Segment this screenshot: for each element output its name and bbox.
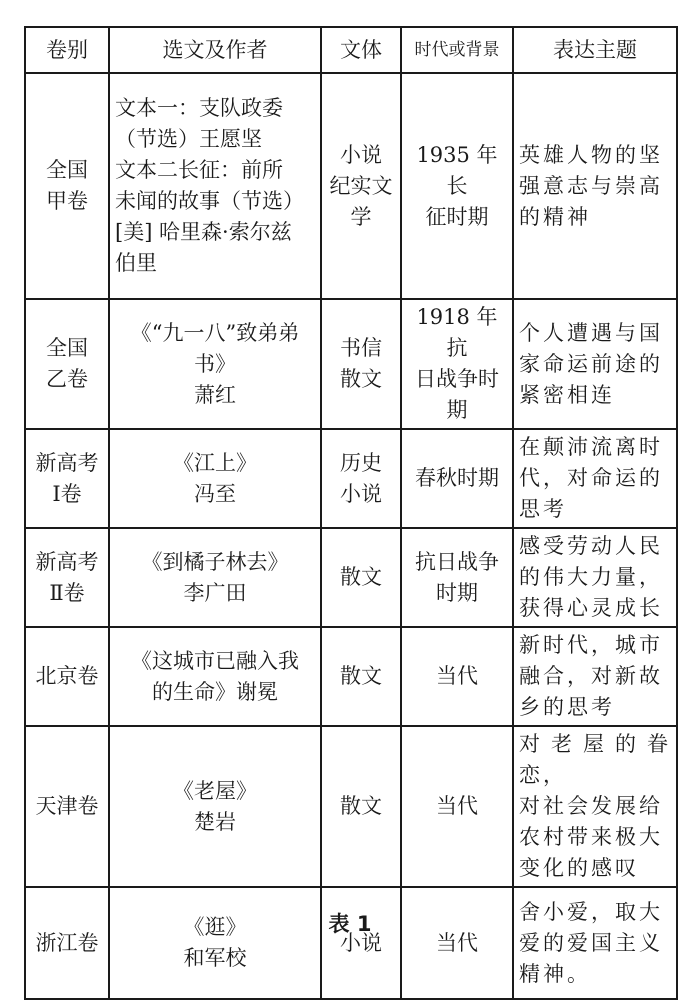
theme-line: 乡的思考 (519, 695, 615, 719)
theme-cell (513, 299, 677, 429)
table-row (25, 429, 677, 528)
era-line: 时期 (436, 580, 478, 605)
theme-line: 获得心灵成长 (519, 596, 663, 620)
paper-line: 北京卷 (35, 664, 99, 688)
work-author-line: 文本二长征：前所 (115, 158, 283, 182)
work-author-line: 《“九一八”致弟弟 (130, 320, 300, 345)
paper-line: 全国 (46, 158, 88, 182)
theme-line: 强意志与崇高 (519, 173, 663, 198)
header-theme: 表达主题 (513, 27, 677, 73)
theme-line: 英雄人物的坚 (519, 142, 663, 167)
table-row (25, 627, 677, 726)
theme-line: 变化的感叹 (519, 856, 639, 880)
era-cell (401, 299, 513, 429)
genre-line: 散文 (340, 367, 382, 391)
work-author-line: 《逛》 (183, 915, 247, 939)
paper-cell (25, 627, 109, 726)
theme-line: 代，对命运的 (519, 466, 663, 490)
work-author-cell (109, 299, 321, 429)
era-line: 当代 (436, 794, 478, 818)
work-author-cell (109, 429, 321, 528)
era-line: 1935 年长 (416, 142, 498, 198)
genre-line: 书信 (340, 336, 382, 360)
paper-line: 乙卷 (46, 367, 88, 391)
work-author-line: 《江上》 (173, 450, 257, 475)
paper-line: 甲卷 (46, 189, 88, 213)
theme-line: 融合，对新故 (519, 664, 663, 688)
genre-cell (321, 887, 401, 999)
paper-cell (25, 528, 109, 627)
genre-cell (321, 726, 401, 887)
theme-line: 舍小爱，取大 (519, 899, 663, 924)
theme-cell (513, 887, 677, 999)
paper-line: Ⅰ卷 (52, 481, 82, 506)
work-author-line: 萧红 (194, 382, 236, 407)
work-author-line: 和军校 (183, 946, 247, 970)
theme-cell (513, 627, 677, 726)
paper-cell (25, 429, 109, 528)
header-era: 时代或背景 (401, 27, 513, 73)
era-line: 抗日战争 (415, 549, 499, 574)
work-author-line: 的生命》谢冕 (152, 679, 278, 704)
work-author-line: 楚岩 (194, 809, 236, 834)
era-line: 当代 (436, 664, 478, 688)
era-cell (401, 528, 513, 627)
genre-cell (321, 299, 401, 429)
paper-cell (25, 299, 109, 429)
genre-cell (321, 73, 401, 299)
era-cell (401, 887, 513, 999)
header-row (25, 27, 677, 73)
header-genre: 文体 (321, 27, 401, 73)
table-row (25, 528, 677, 627)
theme-line: 对老屋的眷恋， (519, 732, 671, 787)
work-author-line: 冯至 (194, 481, 236, 506)
work-author-line: 李广田 (183, 580, 247, 605)
paper-line: 全国 (46, 336, 88, 360)
theme-line: 新时代，城市 (519, 633, 663, 657)
genre-cell (321, 429, 401, 528)
genre-line: 散文 (340, 794, 382, 818)
theme-line: 精神。 (519, 961, 591, 986)
genre-line: 历史 (340, 450, 382, 475)
genre-line: 学 (350, 204, 372, 229)
theme-line: 农村带来极大 (519, 825, 663, 849)
genre-line: 小说 (340, 481, 382, 506)
genre-cell (321, 528, 401, 627)
work-author-line: （节选）王愿坚 (115, 127, 262, 151)
theme-line: 紧密相连 (519, 382, 615, 407)
table-row (25, 726, 677, 887)
era-cell (401, 627, 513, 726)
work-author-line: 伯里 (115, 251, 157, 275)
work-author-line: [美] 哈里森·索尔兹 (115, 220, 292, 244)
theme-cell (513, 528, 677, 627)
era-cell (401, 73, 513, 299)
genre-line: 纪实文 (329, 173, 393, 198)
era-line: 1918 年抗 (416, 305, 498, 360)
genre-line: 小说 (340, 930, 382, 955)
work-author-line: 《到橘子林去》 (141, 549, 289, 574)
theme-line: 思考 (519, 497, 567, 521)
genre-line: 散文 (340, 565, 382, 589)
theme-line: 对社会发展给 (519, 794, 663, 818)
paper-cell (25, 73, 109, 299)
theme-line: 的伟大力量， (519, 565, 663, 589)
theme-line: 在颠沛流离时 (519, 435, 663, 459)
paper-cell (25, 887, 109, 999)
genre-line: 散文 (340, 664, 382, 688)
genre-line: 小说 (340, 142, 382, 167)
work-author-cell (109, 627, 321, 726)
work-author-line: 文本一：支队政委 (115, 96, 283, 120)
work-author-cell (109, 73, 321, 299)
paper-line: 天津卷 (35, 794, 99, 818)
header-paper: 卷别 (25, 27, 109, 73)
theme-line: 个人遭遇与国 (519, 320, 663, 345)
paper-cell (25, 726, 109, 887)
paper-line: 浙江卷 (35, 930, 99, 955)
work-author-cell (109, 528, 321, 627)
literature-table (24, 26, 678, 1000)
paper-line: Ⅱ卷 (49, 580, 85, 605)
work-author-line: 《这城市已融入我 (131, 648, 299, 673)
theme-line: 的精神 (519, 204, 591, 229)
theme-cell (513, 73, 677, 299)
theme-line: 家命运前途的 (519, 351, 663, 376)
era-line: 当代 (436, 930, 478, 955)
theme-cell (513, 429, 677, 528)
era-line: 日战争时 (415, 367, 499, 391)
work-author-line: 书》 (194, 351, 236, 376)
table-row (25, 299, 677, 429)
work-author-cell (109, 887, 321, 999)
work-author-cell (109, 726, 321, 887)
theme-cell (513, 726, 677, 887)
table-row (25, 73, 677, 299)
paper-line: 新高考 (35, 450, 99, 475)
theme-line: 爱的爱国主义 (519, 930, 663, 955)
era-cell (401, 429, 513, 528)
paper-line: 新高考 (35, 549, 99, 574)
era-line: 征时期 (425, 204, 489, 229)
work-author-line: 未闻的故事（节选） (115, 189, 304, 213)
work-author-line: 《老屋》 (173, 778, 257, 803)
table-row (25, 887, 677, 999)
era-line: 期 (446, 398, 468, 422)
table-caption: 表 1 (328, 912, 372, 936)
era-cell (401, 726, 513, 887)
theme-line: 感受劳动人民 (519, 534, 663, 558)
era-line: 春秋时期 (415, 466, 499, 490)
header-work-author: 选文及作者 (109, 27, 321, 73)
genre-cell (321, 627, 401, 726)
